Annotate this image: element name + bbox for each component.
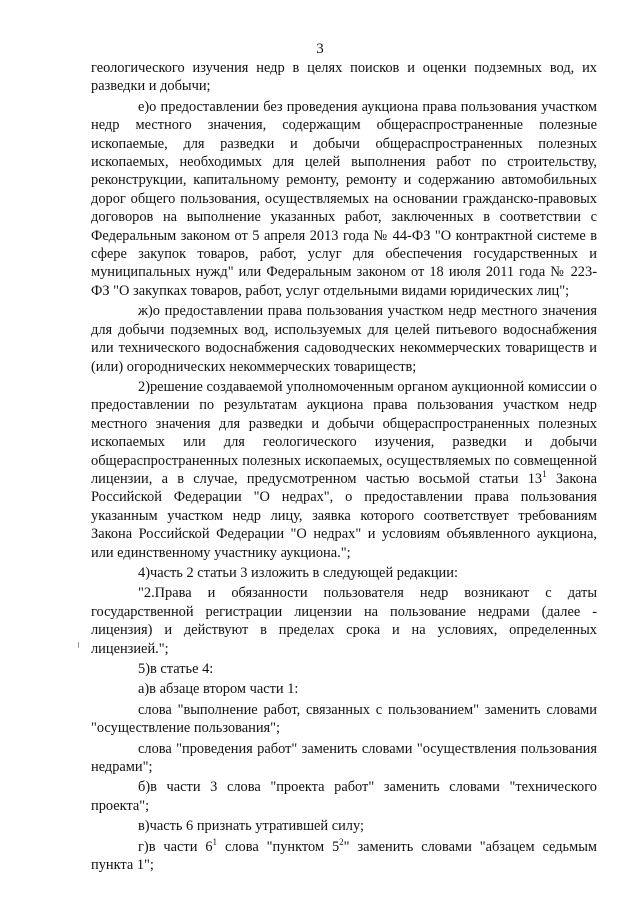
paragraph-words-1: слова "выполнение работ, связанных с пользованием" заменить словами "осуществление пользования"; — [91, 701, 597, 737]
paragraph-item-zh: ж)о предоставлении права пользования участком недр местного значения для добычи подземных вод, используемых для целей питьевого водоснабжения или технического водоснабжения садоводческих некоммерческих товариществ и (или) огороднических некоммерческих товариществ; — [91, 303, 597, 375]
paragraph-text: слова "пунктом 5 — [217, 838, 340, 855]
document-body — [91, 59, 597, 874]
paragraph-text: 2)решение создаваемой уполномоченным органом аукционной комиссии о предоставлении по результатам аукциона права пользования участком недр местного значения для разведки и добычи общераспространенных полезных ископаемых или для геологического изучения, разведки и добычи общераспространенных полезных ископаемых, осуществляемых по совмещенной лицензии, а в случае, предусмотренном частью восьмой статьи 13 — [91, 378, 597, 487]
paragraph-item-e: е)о предоставлении без проведения аукциона права пользования участком недр местного значения, содержащим общераспространенные полезные ископаемые, для разведки и добычи общераспространенных полезных ископаемых, необходимых для целей выполнения работ по строительству, реконструкции, капитальному ремонту, ремонту и содержанию автомобильных дорог общего пользования, осуществляемых на основании гражданско-правовых договоров на выполнение указанных работ, заключенных в соответствии с Федеральным законом от 5 апреля 2013 года № 44-ФЗ "О контрактной системе в сфере закупок товаров, работ, услуг для обеспечения государственных и муниципальных нужд" или Федеральным законом от 18 июля 2011 года № 223-ФЗ "О закупках товаров, работ, услуг отдельными видами юридических лиц"; — [91, 98, 597, 299]
page-number: 3 — [316, 41, 324, 57]
paragraph-item-g — [91, 838, 597, 875]
paragraph-words-2: слова "проведения работ" заменить словами "осуществления пользования недрами"; — [91, 740, 597, 776]
margin-mark — [78, 642, 79, 648]
superscript: 1 — [212, 836, 218, 847]
paragraph-item-a: а)в абзаце втором части 1: — [138, 681, 299, 698]
paragraph-item-b: б)в части 3 слова "проекта работ" заменить словами "технического проекта"; — [91, 779, 597, 814]
paragraph-text: " заменить словами "абзацем седьмым пункта 1"; — [91, 838, 597, 874]
paragraph-item-v: в)часть 6 признать утратившей силу; — [138, 818, 364, 835]
superscript: 2 — [339, 836, 344, 847]
paragraph-item-5: 5)в статье 4: — [138, 661, 214, 677]
paragraph-item-4: 4)часть 2 статьи 3 изложить в следующей редакции: — [138, 564, 458, 581]
paragraph-geology-continuation: геологического изучения недр в целях поисков и оценки подземных вод, их разведки и добычи; — [91, 60, 597, 95]
paragraph-text: Закона Российской Федерации "О недрах", о предоставлении права пользования указанным участком недр лицу, заявка которого соответствует требованиям Закона Российской Федерации "О недрах" и условиям объявленного аукциона, или единственному участнику аукциона."; — [91, 470, 597, 561]
superscript: 1 — [542, 469, 547, 480]
paragraph-quote-2: "2.Права и обязанности пользователя недр возникают с даты государственной регистрации лицензии на пользование недрами (далее - лицензия) и действуют в пределах срока и на условиях, определенных лицензией."; — [91, 585, 597, 657]
paragraph-text: г)в части 6 — [138, 838, 213, 855]
paragraph-item-2 — [91, 378, 597, 562]
